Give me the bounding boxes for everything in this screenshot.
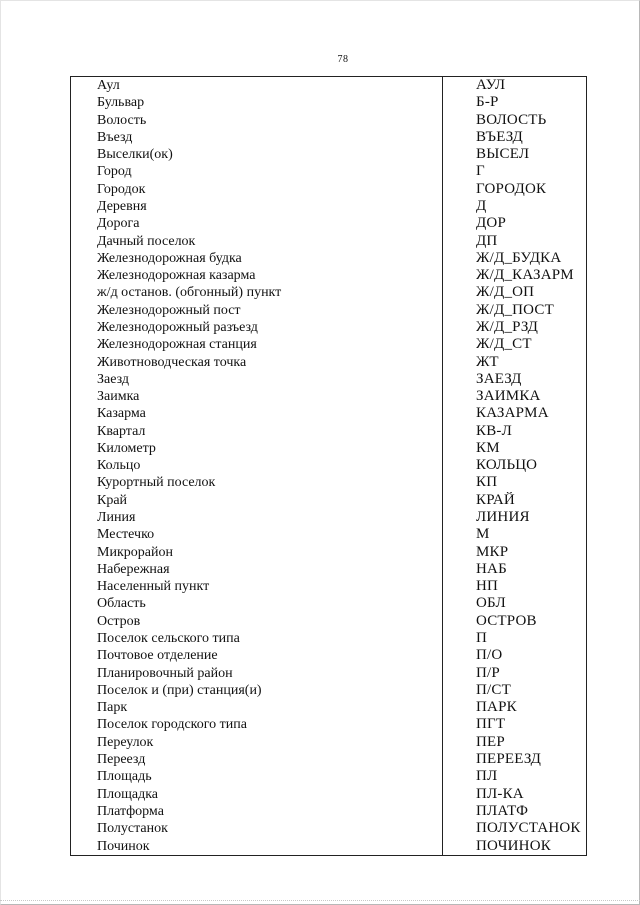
object-type-abbreviation: КОЛЬЦО [443, 457, 587, 474]
object-type-abbreviation: ПОЛУСТАНОК [443, 820, 587, 837]
table-row [71, 371, 587, 388]
object-type-abbreviation: ПЛ-КА [443, 786, 587, 803]
object-type-name: Поселок сельского типа [71, 630, 443, 647]
object-type-name: Парк [71, 699, 443, 716]
object-type-name: Поселок городского типа [71, 716, 443, 733]
table-body [71, 77, 587, 856]
table-row [71, 354, 587, 371]
table-row [71, 613, 587, 630]
table-row [71, 768, 587, 785]
table-row [71, 215, 587, 232]
table-row [71, 319, 587, 336]
object-type-abbreviation: П/О [443, 647, 587, 664]
table-row [71, 492, 587, 509]
table-row [71, 112, 587, 129]
table-row [71, 647, 587, 664]
object-type-abbreviation: ПЛАТФ [443, 803, 587, 820]
object-type-name: Дорога [71, 215, 443, 232]
object-type-name: Поселок и (при) станция(и) [71, 682, 443, 699]
table-row [71, 665, 587, 682]
object-type-abbreviation: ПОЧИНОК [443, 837, 587, 855]
object-type-name: Квартал [71, 423, 443, 440]
table-row [71, 595, 587, 612]
object-type-abbreviation: М [443, 526, 587, 543]
object-type-name: Выселки(ок) [71, 146, 443, 163]
object-type-abbreviation: ВЫСЕЛ [443, 146, 587, 163]
object-type-name: Полустанок [71, 820, 443, 837]
table-row [71, 561, 587, 578]
table-row [71, 544, 587, 561]
object-type-abbreviation: П/Р [443, 665, 587, 682]
object-type-abbreviation: Б-Р [443, 94, 587, 111]
object-type-name: Заезд [71, 371, 443, 388]
object-type-abbreviation: ОБЛ [443, 595, 587, 612]
object-type-name: Въезд [71, 129, 443, 146]
table-row [71, 302, 587, 319]
object-type-abbreviation: ЗАИМКА [443, 388, 587, 405]
table-row [71, 250, 587, 267]
table-row [71, 699, 587, 716]
table-row [71, 284, 587, 301]
object-type-name: Линия [71, 509, 443, 526]
table-row [71, 198, 587, 215]
object-type-abbreviation: КРАЙ [443, 492, 587, 509]
abbreviation-table [70, 76, 587, 856]
object-type-abbreviation: Ж/Д_РЗД [443, 319, 587, 336]
object-type-abbreviation: Ж/Д_БУДКА [443, 250, 587, 267]
object-type-name: Переезд [71, 751, 443, 768]
object-type-name: Аул [71, 77, 443, 95]
object-type-name: Почтовое отделение [71, 647, 443, 664]
object-type-abbreviation: Д [443, 198, 587, 215]
object-type-abbreviation: КВ-Л [443, 423, 587, 440]
object-type-abbreviation: КАЗАРМА [443, 405, 587, 422]
table-row [71, 820, 587, 837]
table-row [71, 267, 587, 284]
object-type-name: Населенный пункт [71, 578, 443, 595]
page-number: 78 [337, 54, 349, 65]
object-type-name: Микрорайон [71, 544, 443, 561]
object-type-name: Бульвар [71, 94, 443, 111]
table-row [71, 526, 587, 543]
object-type-name: Животноводческая точка [71, 354, 443, 371]
object-type-name: Казарма [71, 405, 443, 422]
object-type-name: Городок [71, 181, 443, 198]
object-type-abbreviation: ВОЛОСТЬ [443, 112, 587, 129]
object-type-abbreviation: Ж/Д_КАЗАРМ [443, 267, 587, 284]
object-type-abbreviation: ЛИНИЯ [443, 509, 587, 526]
table-row [71, 336, 587, 353]
object-type-name: Платформа [71, 803, 443, 820]
object-type-abbreviation: НП [443, 578, 587, 595]
object-type-name: Железнодорожная казарма [71, 267, 443, 284]
object-type-name: ж/д останов. (обгонный) пункт [71, 284, 443, 301]
table-row [71, 630, 587, 647]
table-row [71, 163, 587, 180]
table-row [71, 803, 587, 820]
table-row [71, 837, 587, 855]
object-type-name: Починок [71, 837, 443, 855]
table-row [71, 129, 587, 146]
object-type-abbreviation: ДОР [443, 215, 587, 232]
table-row [71, 440, 587, 457]
object-type-name: Переулок [71, 734, 443, 751]
object-type-abbreviation: ВЪЕЗД [443, 129, 587, 146]
object-type-abbreviation: ЖТ [443, 354, 587, 371]
object-type-abbreviation: Ж/Д_ПОСТ [443, 302, 587, 319]
object-type-abbreviation: Г [443, 163, 587, 180]
object-type-name: Дачный поселок [71, 233, 443, 250]
object-type-name: Город [71, 163, 443, 180]
object-type-abbreviation: ПГТ [443, 716, 587, 733]
object-type-abbreviation: ЗАЕЗД [443, 371, 587, 388]
object-type-abbreviation: ПЕРЕЕЗД [443, 751, 587, 768]
object-type-abbreviation: П [443, 630, 587, 647]
table-row [71, 682, 587, 699]
object-type-abbreviation: Ж/Д_ОП [443, 284, 587, 301]
object-type-abbreviation: НАБ [443, 561, 587, 578]
object-type-abbreviation: ДП [443, 233, 587, 250]
table-row [71, 405, 587, 422]
object-type-name: Остров [71, 613, 443, 630]
table-row [71, 146, 587, 163]
object-type-abbreviation: КМ [443, 440, 587, 457]
object-type-name: Кольцо [71, 457, 443, 474]
object-type-name: Железнодорожная станция [71, 336, 443, 353]
object-type-name: Площадка [71, 786, 443, 803]
object-type-name: Курортный поселок [71, 474, 443, 491]
table-row [71, 716, 587, 733]
object-type-name: Железнодорожный пост [71, 302, 443, 319]
table-row [71, 77, 587, 95]
object-type-abbreviation: Ж/Д_СТ [443, 336, 587, 353]
object-type-name: Край [71, 492, 443, 509]
object-type-name: Область [71, 595, 443, 612]
object-type-name: Железнодорожный разъезд [71, 319, 443, 336]
table-row [71, 474, 587, 491]
table-row [71, 509, 587, 526]
object-type-name: Площадь [71, 768, 443, 785]
object-type-abbreviation: АУЛ [443, 77, 587, 95]
object-type-name: Набережная [71, 561, 443, 578]
object-type-name: Планировочный район [71, 665, 443, 682]
table-row [71, 786, 587, 803]
object-type-name: Заимка [71, 388, 443, 405]
object-type-name: Волость [71, 112, 443, 129]
object-type-name: Железнодорожная будка [71, 250, 443, 267]
table-row [71, 457, 587, 474]
table-row [71, 734, 587, 751]
object-type-abbreviation: ПЛ [443, 768, 587, 785]
table-row [71, 423, 587, 440]
object-type-abbreviation: ПАРК [443, 699, 587, 716]
object-type-name: Местечко [71, 526, 443, 543]
object-type-abbreviation: МКР [443, 544, 587, 561]
object-type-name: Деревня [71, 198, 443, 215]
table-row [71, 388, 587, 405]
table-row [71, 578, 587, 595]
object-type-abbreviation: П/СТ [443, 682, 587, 699]
table-row [71, 181, 587, 198]
object-type-abbreviation: ПЕР [443, 734, 587, 751]
table-row [71, 233, 587, 250]
table-row [71, 751, 587, 768]
object-type-abbreviation: ГОРОДОК [443, 181, 587, 198]
object-type-abbreviation: ОСТРОВ [443, 613, 587, 630]
object-type-abbreviation: КП [443, 474, 587, 491]
table-row [71, 94, 587, 111]
object-type-name: Километр [71, 440, 443, 457]
scan-edge-line [0, 899, 640, 901]
